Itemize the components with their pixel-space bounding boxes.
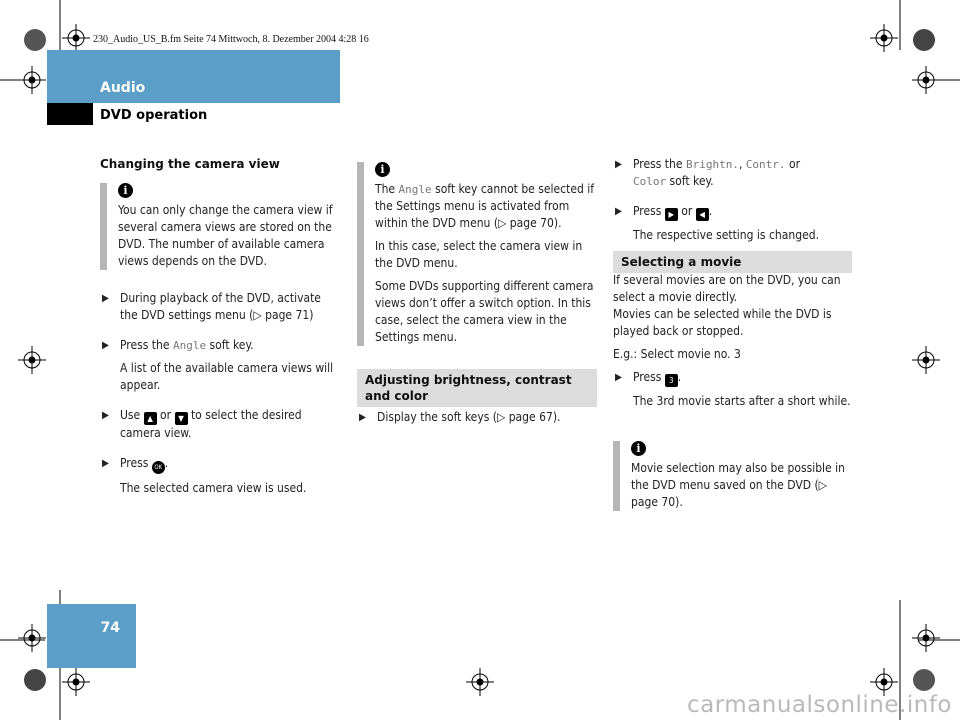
up-key-icon: ▲ — [144, 412, 157, 425]
page-number-tab — [47, 604, 136, 668]
page-number: 74 — [100, 620, 120, 636]
arrow-bullet-icon: ▶ — [102, 410, 109, 421]
column-1 — [100, 156, 340, 173]
step-result: A list of the available camera views will appear. — [120, 361, 334, 392]
softkey-brightness: Brightn. — [685, 158, 739, 171]
section-title: Audio — [100, 80, 146, 96]
arrow-bullet-icon: ▶ — [615, 372, 622, 383]
arrow-bullet-icon: ▶ — [102, 340, 109, 351]
column-2-steps — [357, 409, 597, 426]
note-text: In this case, select the camera view in the DVD menu. — [375, 239, 583, 270]
note-text: Some DVDs supporting different camera views don’t offer a switch option. In this case, select the camera view in the Settings menu. — [375, 279, 594, 344]
step-press-angle: ▶ Press the Angle soft key. — [102, 338, 254, 352]
arrow-bullet-icon: ▶ — [102, 458, 109, 469]
note-camera-views — [100, 183, 340, 270]
page-ref-arrow-icon: ▷ — [253, 308, 266, 322]
page-ref-arrow-icon: ▷ — [498, 216, 510, 230]
header-tab — [47, 103, 93, 125]
step-press-softkey: ▶ Press the Brightn., Contr. or Color soft key. — [615, 157, 801, 188]
note-movie-selection — [613, 441, 855, 511]
info-icon: i — [118, 183, 133, 198]
arrow-bullet-icon: ▶ — [102, 293, 109, 304]
right-key-icon: ▶ — [665, 208, 678, 221]
step-result: The respective setting is changed. — [633, 228, 820, 242]
watermark: carmanualsonline.info — [686, 692, 952, 718]
column-3-steps — [613, 156, 855, 244]
paragraph: E.g.: Select movie no. 3 — [613, 347, 741, 361]
subsection-title: DVD operation — [100, 108, 208, 123]
column-1-steps — [100, 290, 340, 497]
step-activate-settings: ▶ During playback of the DVD, activate the DVD settings menu (▷ page 71) — [102, 291, 321, 322]
softkey-angle: Angle — [398, 183, 432, 196]
paragraph: Movies can be selected while the DVD is played back or stopped. — [613, 307, 832, 338]
note-text: Movie selection may also be possible in the DVD menu saved on the DVD (▷ page 70). — [631, 461, 845, 509]
down-key-icon: ▼ — [175, 412, 188, 425]
softkey-contrast: Contr. — [745, 158, 786, 171]
step-press-ok: ▶ Press OK . — [100, 455, 340, 474]
arrow-bullet-icon: ▶ — [615, 206, 622, 217]
ok-key-icon: OK — [152, 461, 165, 474]
heading-selecting-movie: Selecting a movie — [613, 251, 852, 273]
softkey-color: Color — [633, 175, 667, 188]
heading-camera-view: Changing the camera view — [100, 157, 280, 171]
note-text: The Angle soft key cannot be selected if the Settings menu is activated from within the DVD menu (▷ page 70). — [375, 182, 595, 230]
step-display-softkeys: ▶ Display the soft keys (▷ page 67). — [359, 410, 561, 424]
step-press-3: ▶ Press 3 . — [615, 370, 682, 385]
page-ref-arrow-icon: ▷ — [496, 410, 509, 424]
step-result: The 3rd movie starts after a short while. — [633, 394, 851, 408]
arrow-bullet-icon: ▶ — [615, 159, 622, 170]
number-3-key-icon: 3 — [665, 374, 678, 387]
step-press-arrows: ▶ Press ▶ or ◀ . — [615, 204, 713, 219]
note-text: You can only change the camera view if several camera views are stored on the DVD. The number of available camera views depends on the DVD. — [118, 203, 333, 268]
note-angle-softkey — [357, 162, 595, 346]
info-icon: i — [631, 441, 646, 456]
heading-brightness: Adjusting brightness, contrast and color — [357, 369, 597, 407]
left-key-icon: ◀ — [696, 208, 709, 221]
page-ref-arrow-icon: ▷ — [818, 478, 827, 492]
arrow-bullet-icon: ▶ — [359, 412, 366, 423]
info-icon: i — [375, 162, 390, 177]
step-select-view: ▶ Use ▲ or ▼ to select the desired camera view. — [102, 408, 302, 440]
step-result: The selected camera view is used. — [120, 481, 307, 495]
softkey-angle: Angle — [172, 339, 207, 352]
file-info: 230_Audio_US_B.fm Seite 74 Mittwoch, 8. Dezember 2004 4:28 16 — [93, 34, 369, 45]
header-band — [47, 50, 340, 103]
paragraph: If several movies are on the DVD, you can select a movie directly. — [613, 273, 841, 304]
column-3-movie — [613, 272, 855, 410]
